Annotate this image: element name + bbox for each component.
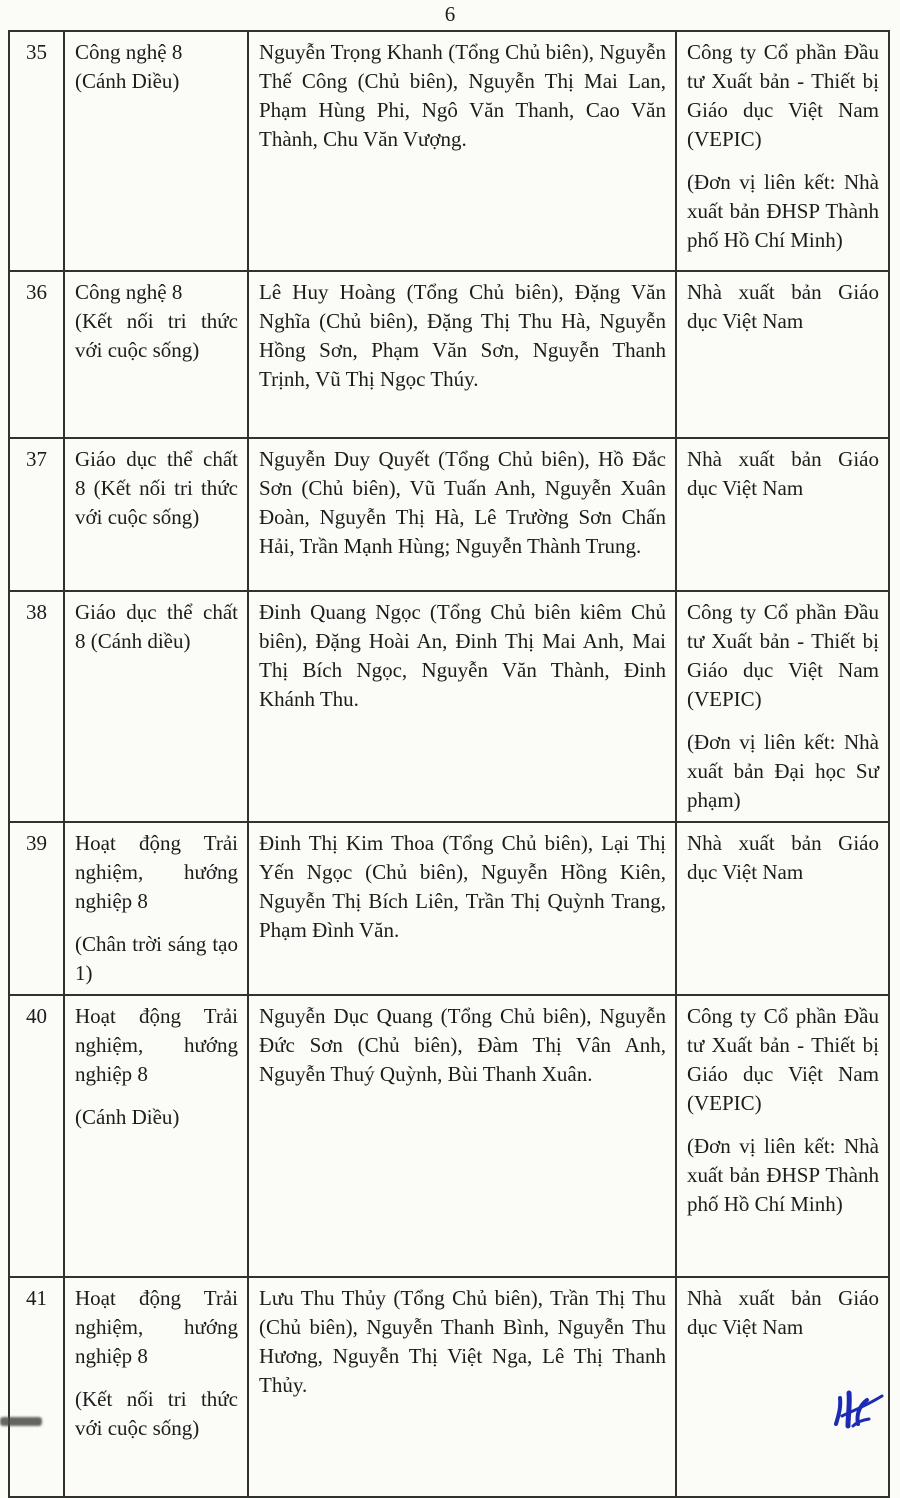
cell-publisher xyxy=(676,31,889,271)
cell-authors: Nguyễn Trọng Khanh (Tổng Chủ biên), Nguyễn Thế Công (Chủ biên), Nguyễn Thị Mai Lan, Phạm Hùng Phi, Ngô Văn Thanh, Cao Văn Thành, Chu Văn Vượng. xyxy=(248,31,676,271)
publisher-paragraph: (Đơn vị liên kết: Nhà xuất bản Đại học Sư phạm) xyxy=(687,730,879,812)
cell-no: 37 xyxy=(9,438,64,591)
cell-authors: Nguyễn Dục Quang (Tổng Chủ biên), Nguyễn Đức Sơn (Chủ biên), Đàm Thị Vân Anh, Nguyễn Thuý Quỳnh, Bùi Thanh Xuân. xyxy=(248,995,676,1277)
publisher-paragraph: Nhà xuất bản Giáo dục Việt Nam xyxy=(687,1286,879,1339)
publisher-paragraph: Công ty Cổ phần Đầu tư Xuất bản - Thiết bị Giáo dục Việt Nam (VEPIC) xyxy=(687,600,879,711)
cell-title xyxy=(64,31,248,271)
title-paragraph: (Kết nối tri thức với cuộc sống) xyxy=(75,309,238,362)
publisher-paragraph: Nhà xuất bản Giáo dục Việt Nam xyxy=(687,280,879,333)
title-paragraph: Giáo dục thể chất 8 (Cánh diều) xyxy=(75,600,238,653)
table-row xyxy=(9,822,889,995)
publisher-paragraph: Công ty Cổ phần Đầu tư Xuất bản - Thiết bị Giáo dục Việt Nam (VEPIC) xyxy=(687,40,879,151)
table-row xyxy=(9,591,889,822)
page-number: 6 xyxy=(444,2,456,26)
title-paragraph: (Cánh Diều) xyxy=(75,1105,180,1129)
publisher-paragraph: Nhà xuất bản Giáo dục Việt Nam xyxy=(687,831,879,884)
title-paragraph: (Cánh Diều) xyxy=(75,69,180,93)
cell-authors: Đinh Quang Ngọc (Tổng Chủ biên kiêm Chủ biên), Đặng Hoài An, Đinh Thị Mai Anh, Mai Thị Bích Ngọc, Nguyễn Văn Thành, Đinh Khánh Thu. xyxy=(248,591,676,822)
title-paragraph: (Chân trời sáng tạo 1) xyxy=(75,932,238,985)
publisher-paragraph: (Đơn vị liên kết: Nhà xuất bản ĐHSP Thành phố Hồ Chí Minh) xyxy=(687,1134,879,1216)
cell-authors: Nguyễn Duy Quyết (Tổng Chủ biên), Hồ Đắc Sơn (Chủ biên), Vũ Tuấn Anh, Nguyễn Xuân Đoàn, Nguyễn Thị Hà, Lê Trường Sơn Chấn Hải, Trần Mạnh Hùng; Nguyễn Thành Trung. xyxy=(248,438,676,591)
publisher-paragraph: Nhà xuất bản Giáo dục Việt Nam xyxy=(687,447,879,500)
cell-publisher xyxy=(676,995,889,1277)
title-paragraph: Công nghệ 8 xyxy=(75,40,183,64)
cell-no: 39 xyxy=(9,822,64,995)
cell-publisher xyxy=(676,591,889,822)
title-paragraph: Hoạt động Trải nghiệm, hướng nghiệp 8 xyxy=(75,831,238,913)
title-paragraph: Công nghệ 8 xyxy=(75,280,183,304)
cell-no: 40 xyxy=(9,995,64,1277)
cell-no: 38 xyxy=(9,591,64,822)
title-paragraph: Giáo dục thể chất 8 (Kết nối tri thức với cuộc sống) xyxy=(75,447,238,529)
table-row xyxy=(9,1277,889,1497)
cell-authors: Lưu Thu Thủy (Tổng Chủ biên), Trần Thị Thu (Chủ biên), Nguyễn Thanh Bình, Nguyễn Thu Hương, Nguyễn Thị Việt Nga, Lê Thị Thanh Thủy. xyxy=(248,1277,676,1497)
cell-publisher xyxy=(676,438,889,591)
cell-no: 41 xyxy=(9,1277,64,1497)
cell-publisher xyxy=(676,822,889,995)
table-row xyxy=(9,438,889,591)
cell-publisher xyxy=(676,271,889,438)
publisher-paragraph: Công ty Cổ phần Đầu tư Xuất bản - Thiết bị Giáo dục Việt Nam (VEPIC) xyxy=(687,1004,879,1115)
signature-ink-mark xyxy=(826,1380,888,1430)
textbook-table-body xyxy=(9,31,889,1497)
scan-smudge xyxy=(0,1417,42,1426)
cell-title xyxy=(64,995,248,1277)
cell-title xyxy=(64,271,248,438)
publisher-paragraph: (Đơn vị liên kết: Nhà xuất bản ĐHSP Thành phố Hồ Chí Minh) xyxy=(687,170,879,252)
cell-title xyxy=(64,438,248,591)
cell-title xyxy=(64,591,248,822)
textbook-table xyxy=(8,30,890,1498)
cell-authors: Đinh Thị Kim Thoa (Tổng Chủ biên), Lại Thị Yến Ngọc (Chủ biên), Nguyễn Hồng Kiên, Nguyễn Thị Bích Liên, Trần Thị Quỳnh Trang, Phạm Đình Văn. xyxy=(248,822,676,995)
cell-no: 36 xyxy=(9,271,64,438)
title-paragraph: Hoạt động Trải nghiệm, hướng nghiệp 8 xyxy=(75,1004,238,1086)
table-row xyxy=(9,995,889,1277)
table-row xyxy=(9,271,889,438)
cell-title xyxy=(64,1277,248,1497)
cell-title xyxy=(64,822,248,995)
table-row xyxy=(9,31,889,271)
title-paragraph: (Kết nối tri thức với cuộc sống) xyxy=(75,1387,238,1440)
title-paragraph: Hoạt động Trải nghiệm, hướng nghiệp 8 xyxy=(75,1286,238,1368)
cell-no: 35 xyxy=(9,31,64,271)
cell-authors: Lê Huy Hoàng (Tổng Chủ biên), Đặng Văn Nghĩa (Chủ biên), Đặng Thị Thu Hà, Nguyễn Hồng Sơn, Phạm Văn Sơn, Nguyễn Thanh Trịnh, Vũ Thị Ngọc Thúy. xyxy=(248,271,676,438)
